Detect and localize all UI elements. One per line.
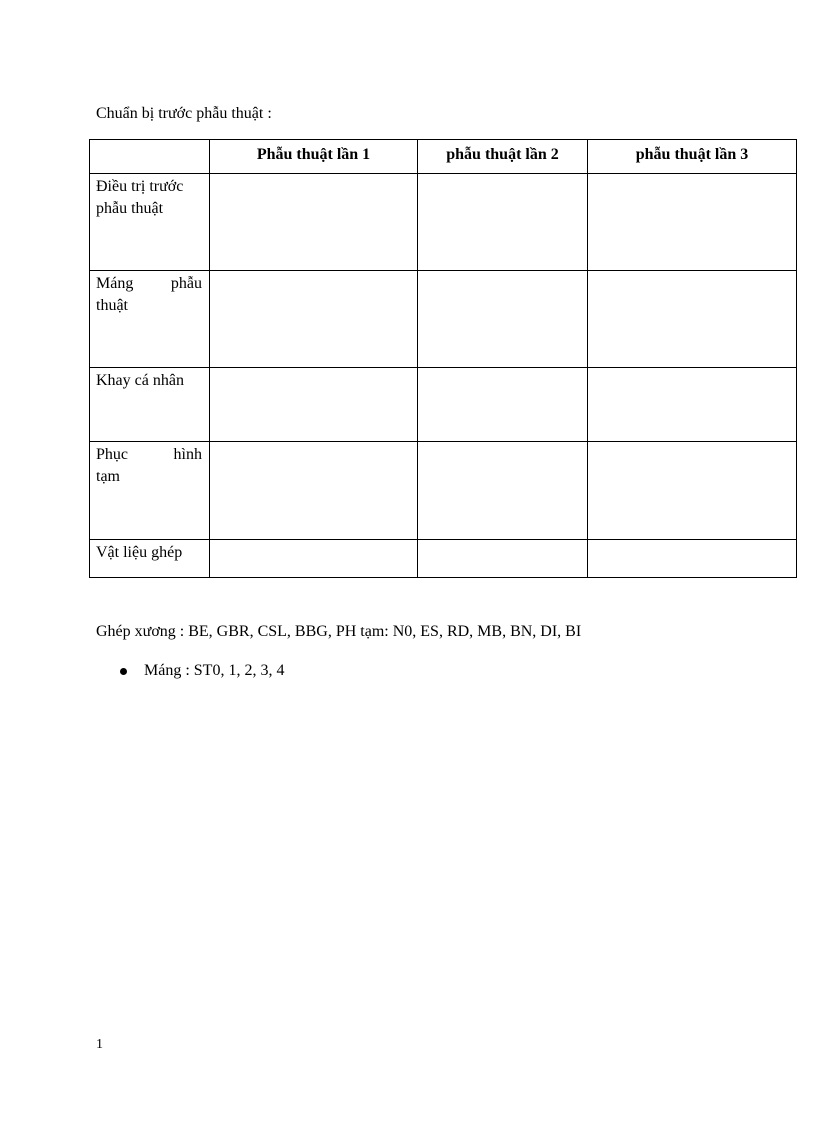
row-label-line: Điều trị trước [96,178,184,195]
row-label-line [96,273,202,295]
row-label-surgical-guide [90,271,210,368]
table-row [90,174,797,271]
surgery-prep-table [89,139,797,578]
table-header-surgery-3: phẫu thuật lần 3 [588,140,797,174]
table-cell [418,174,588,271]
row-label-line [96,444,202,466]
row-label-line: phẫu thuật [96,200,164,217]
table-cell [588,174,797,271]
table-row [90,368,797,442]
table-cell [588,442,797,540]
table-row [90,442,797,540]
table-cell [588,540,797,578]
table-cell [210,540,418,578]
row-label-line: Khay cá nhân [96,372,184,389]
row-label-word: Máng [96,275,134,292]
row-label-line: tạm [96,468,120,485]
table-cell [418,540,588,578]
row-label-custom-tray [90,368,210,442]
row-label-word: hình [173,446,202,463]
row-label-word: Phục [96,446,128,463]
table-header-surgery-2: phẫu thuật lần 2 [418,140,588,174]
table-cell [418,442,588,540]
table-cell [418,271,588,368]
table-cell [210,442,418,540]
table-cell [210,368,418,442]
bone-graft-paragraph: Ghép xương : BE, GBR, CSL, BBG, PH tạm: N0, ES, RD, MB, BN, DI, BI [96,623,582,640]
row-label-graft-material [90,540,210,578]
table-header-row [90,140,797,174]
page-number: 1 [96,1037,103,1052]
row-label-pre-op-treatment [90,174,210,271]
table-header-surgery-1: Phẫu thuật lần 1 [210,140,418,174]
table-row [90,271,797,368]
list-item-text: Máng : ST0, 1, 2, 3, 4 [144,662,285,679]
bullet-icon [120,668,127,675]
table-header-empty [90,140,210,174]
table-cell [418,368,588,442]
row-label-word: phẫu [170,275,202,292]
list-item [120,660,284,682]
table-cell [210,271,418,368]
row-label-line: thuật [96,297,128,314]
section-heading: Chuẩn bị trước phẫu thuật : [96,105,272,122]
table-cell [210,174,418,271]
table-cell [588,368,797,442]
table-cell [588,271,797,368]
row-label-line: Vật liệu ghép [96,544,183,561]
row-label-temporary-prosthesis [90,442,210,540]
table-row [90,540,797,578]
